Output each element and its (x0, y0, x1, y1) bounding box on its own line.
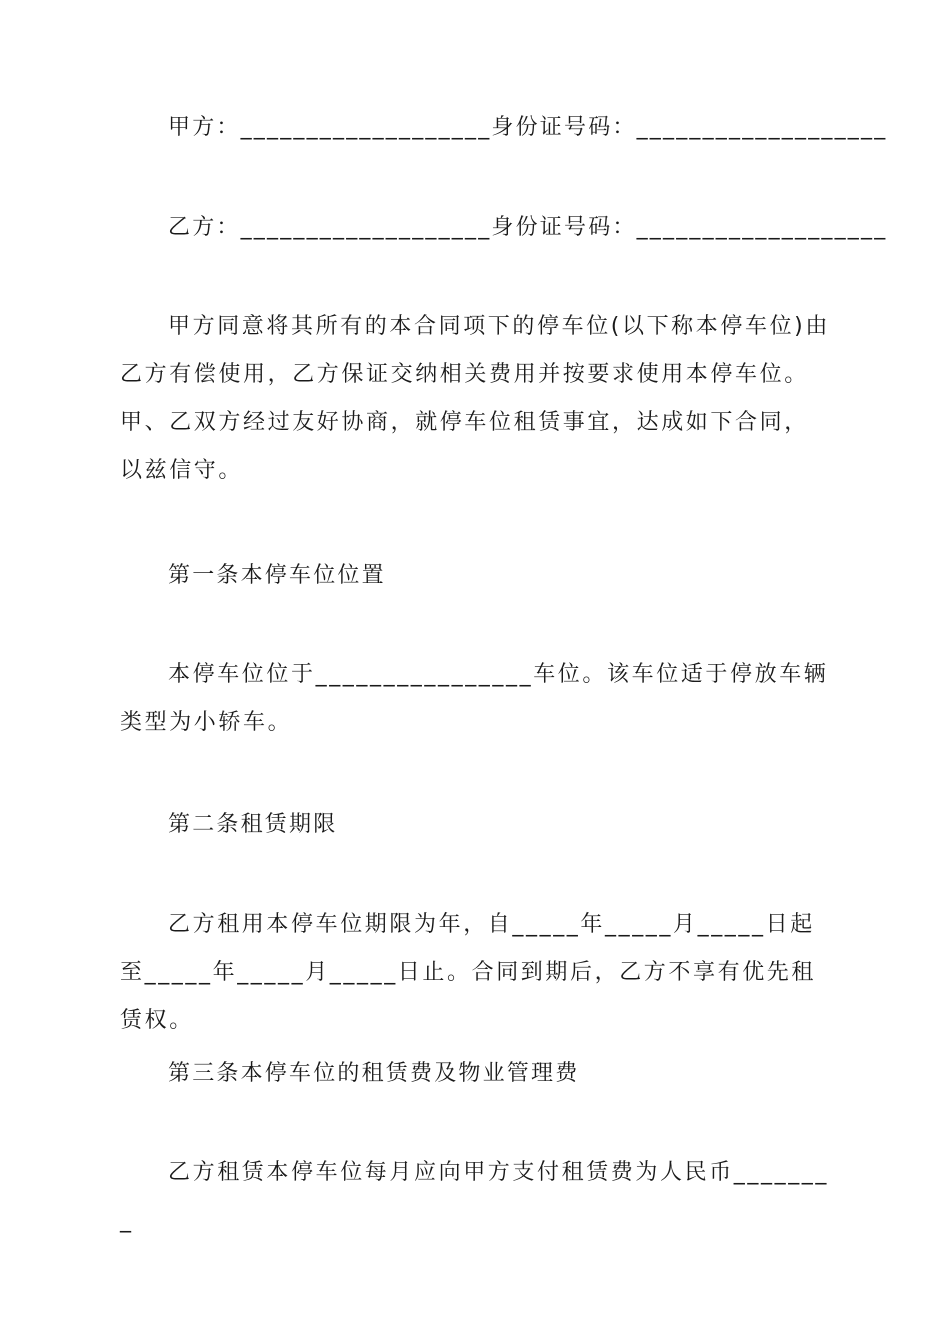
article-3-body: 乙方租赁本停车位每月应向甲方支付租赁费为人民币________ (120, 1160, 830, 1233)
article-2-body: 乙方租用本停车位期限为年，自_____年_____月_____日起至_____年_____月_____日止。合同到期后，乙方不享有优先租赁权。 (120, 912, 817, 1033)
party-b-line: 乙方：___________________身份证号码：___________________ (168, 215, 888, 240)
article-2-title: 第二条租赁期限 (168, 812, 338, 837)
article-1-title: 第一条本停车位位置 (168, 563, 386, 588)
article-3-title: 第三条本停车位的租赁费及物业管理费 (168, 1061, 580, 1086)
party-a-line: 甲方：___________________身份证号码：___________________ (168, 115, 888, 140)
article-1-body: 本停车位位于________________车位。该车位适于停放车辆类型为小轿车。 (120, 662, 829, 735)
intro-paragraph: 甲方同意将其所有的本合同项下的停车位(以下称本停车位)由乙方有偿使用，乙方保证交纳相关费用并按要求使用本停车位。甲、乙双方经过友好协商，就停车位租赁事宜，达成如下合同，以兹信守。 (120, 314, 830, 483)
